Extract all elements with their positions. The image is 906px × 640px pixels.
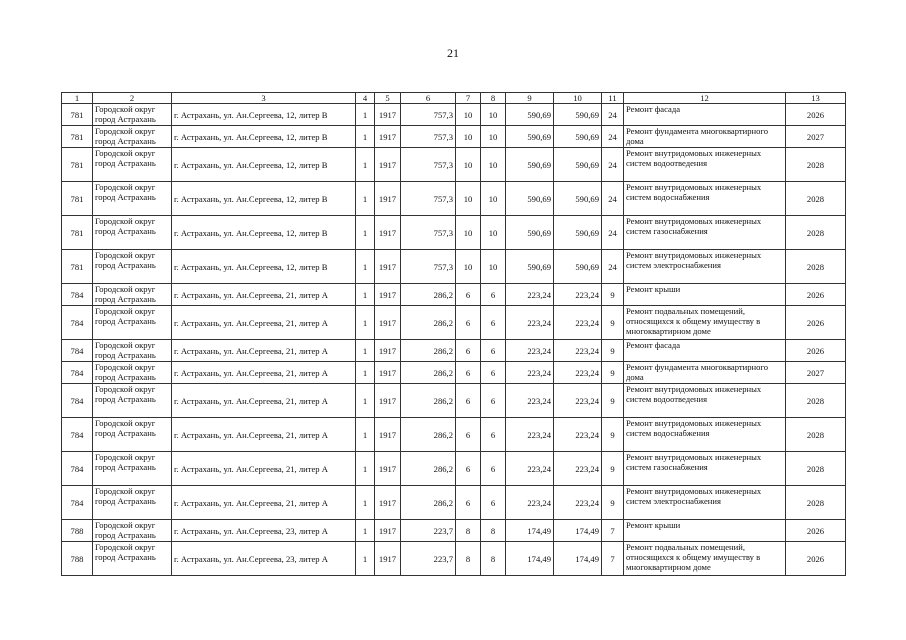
row-number-cell: 788 <box>62 542 93 576</box>
municipality-cell: Городской округ город Астрахань <box>93 384 172 418</box>
column-7-cell: 6 <box>456 284 481 306</box>
address-cell: г. Астрахань, ул. Ан.Сергеева, 12, литер В <box>172 250 356 284</box>
column-8-cell: 10 <box>481 148 506 182</box>
work-type-cell: Ремонт фундамента многоквартирного дома <box>624 362 786 384</box>
table-row <box>62 284 846 306</box>
year-cell: 1917 <box>375 306 401 340</box>
work-type-cell: Ремонт внутридомовых инженерных систем водоснабжения <box>624 182 786 216</box>
row-number-cell: 781 <box>62 104 93 126</box>
column-7-cell: 10 <box>456 148 481 182</box>
column-4-cell: 1 <box>356 182 375 216</box>
row-number-cell: 784 <box>62 486 93 520</box>
column-11-cell: 9 <box>602 418 624 452</box>
column-8-cell: 8 <box>481 520 506 542</box>
table-row <box>62 250 846 284</box>
year-cell: 1917 <box>375 542 401 576</box>
column-10-cell: 223,24 <box>554 284 602 306</box>
municipality-cell: Городской округ город Астрахань <box>93 250 172 284</box>
column-9-cell: 223,24 <box>506 418 554 452</box>
plan-year-cell: 2028 <box>786 418 846 452</box>
municipality-cell: Городской округ город Астрахань <box>93 362 172 384</box>
column-10-cell: 590,69 <box>554 182 602 216</box>
address-cell: г. Астрахань, ул. Ан.Сергеева, 21, литер А <box>172 284 356 306</box>
column-8-cell: 10 <box>481 126 506 148</box>
column-10-cell: 223,24 <box>554 340 602 362</box>
column-10-cell: 223,24 <box>554 486 602 520</box>
column-9-cell: 223,24 <box>506 384 554 418</box>
area-cell: 286,2 <box>401 362 456 384</box>
area-cell: 286,2 <box>401 284 456 306</box>
area-cell: 223,7 <box>401 542 456 576</box>
municipality-cell: Городской округ город Астрахань <box>93 452 172 486</box>
column-7-cell: 10 <box>456 126 481 148</box>
row-number-cell: 781 <box>62 182 93 216</box>
column-7-cell: 6 <box>456 340 481 362</box>
work-type-cell: Ремонт внутридомовых инженерных систем водоснабжения <box>624 418 786 452</box>
row-number-cell: 781 <box>62 148 93 182</box>
column-header: 11 <box>602 93 624 104</box>
column-8-cell: 6 <box>481 452 506 486</box>
year-cell: 1917 <box>375 340 401 362</box>
column-10-cell: 590,69 <box>554 250 602 284</box>
area-cell: 757,3 <box>401 148 456 182</box>
year-cell: 1917 <box>375 486 401 520</box>
column-4-cell: 1 <box>356 284 375 306</box>
column-9-cell: 590,69 <box>506 250 554 284</box>
column-header: 13 <box>786 93 846 104</box>
address-cell: г. Астрахань, ул. Ан.Сергеева, 12, литер В <box>172 104 356 126</box>
address-cell: г. Астрахань, ул. Ан.Сергеева, 21, литер А <box>172 452 356 486</box>
area-cell: 286,2 <box>401 340 456 362</box>
area-cell: 286,2 <box>401 452 456 486</box>
address-cell: г. Астрахань, ул. Ан.Сергеева, 21, литер А <box>172 486 356 520</box>
plan-year-cell: 2026 <box>786 284 846 306</box>
area-cell: 757,3 <box>401 250 456 284</box>
column-10-cell: 590,69 <box>554 148 602 182</box>
column-4-cell: 1 <box>356 418 375 452</box>
column-8-cell: 6 <box>481 486 506 520</box>
column-8-cell: 8 <box>481 542 506 576</box>
table-row <box>62 486 846 520</box>
column-11-cell: 7 <box>602 520 624 542</box>
column-8-cell: 6 <box>481 384 506 418</box>
column-4-cell: 1 <box>356 486 375 520</box>
work-type-cell: Ремонт крыши <box>624 520 786 542</box>
column-9-cell: 223,24 <box>506 486 554 520</box>
column-11-cell: 24 <box>602 182 624 216</box>
column-7-cell: 6 <box>456 452 481 486</box>
plan-year-cell: 2028 <box>786 148 846 182</box>
work-type-cell: Ремонт фасада <box>624 340 786 362</box>
column-4-cell: 1 <box>356 452 375 486</box>
column-4-cell: 1 <box>356 216 375 250</box>
column-4-cell: 1 <box>356 148 375 182</box>
table-row <box>62 182 846 216</box>
address-cell: г. Астрахань, ул. Ан.Сергеева, 12, литер В <box>172 126 356 148</box>
area-cell: 757,3 <box>401 104 456 126</box>
column-4-cell: 1 <box>356 306 375 340</box>
column-7-cell: 6 <box>456 418 481 452</box>
plan-year-cell: 2028 <box>786 250 846 284</box>
row-number-cell: 784 <box>62 452 93 486</box>
table-body <box>62 104 846 576</box>
column-8-cell: 6 <box>481 284 506 306</box>
column-header: 4 <box>356 93 375 104</box>
area-cell: 286,2 <box>401 306 456 340</box>
column-7-cell: 8 <box>456 520 481 542</box>
row-number-cell: 784 <box>62 306 93 340</box>
column-9-cell: 174,49 <box>506 520 554 542</box>
municipality-cell: Городской округ город Астрахань <box>93 306 172 340</box>
municipality-cell: Городской округ город Астрахань <box>93 284 172 306</box>
column-9-cell: 223,24 <box>506 284 554 306</box>
column-header: 8 <box>481 93 506 104</box>
column-7-cell: 6 <box>456 306 481 340</box>
column-4-cell: 1 <box>356 104 375 126</box>
column-4-cell: 1 <box>356 520 375 542</box>
plan-year-cell: 2028 <box>786 182 846 216</box>
municipality-cell: Городской округ город Астрахань <box>93 418 172 452</box>
municipality-cell: Городской округ город Астрахань <box>93 340 172 362</box>
column-9-cell: 223,24 <box>506 340 554 362</box>
column-9-cell: 223,24 <box>506 362 554 384</box>
table-row <box>62 126 846 148</box>
municipality-cell: Городской округ город Астрахань <box>93 486 172 520</box>
page-number: 21 <box>447 46 459 60</box>
work-type-cell: Ремонт внутридомовых инженерных систем газоснабжения <box>624 452 786 486</box>
year-cell: 1917 <box>375 452 401 486</box>
column-header: 12 <box>624 93 786 104</box>
column-header: 6 <box>401 93 456 104</box>
column-11-cell: 24 <box>602 104 624 126</box>
year-cell: 1917 <box>375 250 401 284</box>
area-cell: 286,2 <box>401 486 456 520</box>
column-7-cell: 10 <box>456 250 481 284</box>
column-10-cell: 590,69 <box>554 216 602 250</box>
address-cell: г. Астрахань, ул. Ан.Сергеева, 23, литер А <box>172 542 356 576</box>
column-7-cell: 8 <box>456 542 481 576</box>
municipality-cell: Городской округ город Астрахань <box>93 104 172 126</box>
column-9-cell: 590,69 <box>506 182 554 216</box>
plan-year-cell: 2026 <box>786 520 846 542</box>
address-cell: г. Астрахань, ул. Ан.Сергеева, 21, литер А <box>172 384 356 418</box>
address-cell: г. Астрахань, ул. Ан.Сергеева, 21, литер А <box>172 306 356 340</box>
column-10-cell: 223,24 <box>554 362 602 384</box>
column-header: 3 <box>172 93 356 104</box>
column-7-cell: 6 <box>456 362 481 384</box>
year-cell: 1917 <box>375 216 401 250</box>
table-row <box>62 340 846 362</box>
column-8-cell: 10 <box>481 216 506 250</box>
column-11-cell: 9 <box>602 486 624 520</box>
row-number-cell: 784 <box>62 362 93 384</box>
column-header: 2 <box>93 93 172 104</box>
column-8-cell: 6 <box>481 418 506 452</box>
table-row <box>62 452 846 486</box>
column-header: 1 <box>62 93 93 104</box>
work-type-cell: Ремонт внутридомовых инженерных систем водоотведения <box>624 148 786 182</box>
table-row <box>62 520 846 542</box>
column-10-cell: 223,24 <box>554 418 602 452</box>
row-number-cell: 784 <box>62 384 93 418</box>
column-10-cell: 590,69 <box>554 104 602 126</box>
year-cell: 1917 <box>375 418 401 452</box>
column-11-cell: 9 <box>602 340 624 362</box>
column-4-cell: 1 <box>356 362 375 384</box>
row-number-cell: 781 <box>62 250 93 284</box>
column-9-cell: 590,69 <box>506 148 554 182</box>
column-10-cell: 174,49 <box>554 542 602 576</box>
column-7-cell: 6 <box>456 486 481 520</box>
area-cell: 286,2 <box>401 418 456 452</box>
column-11-cell: 9 <box>602 284 624 306</box>
column-9-cell: 223,24 <box>506 452 554 486</box>
row-number-cell: 781 <box>62 126 93 148</box>
work-type-cell: Ремонт крыши <box>624 284 786 306</box>
plan-year-cell: 2026 <box>786 306 846 340</box>
area-cell: 286,2 <box>401 384 456 418</box>
address-cell: г. Астрахань, ул. Ан.Сергеева, 12, литер В <box>172 148 356 182</box>
column-8-cell: 10 <box>481 250 506 284</box>
column-8-cell: 6 <box>481 340 506 362</box>
table-row <box>62 418 846 452</box>
area-cell: 223,7 <box>401 520 456 542</box>
column-11-cell: 24 <box>602 250 624 284</box>
table-row <box>62 216 846 250</box>
table-row <box>62 362 846 384</box>
municipality-cell: Городской округ город Астрахань <box>93 182 172 216</box>
table-row <box>62 148 846 182</box>
column-7-cell: 10 <box>456 182 481 216</box>
plan-year-cell: 2027 <box>786 126 846 148</box>
year-cell: 1917 <box>375 520 401 542</box>
row-number-cell: 784 <box>62 284 93 306</box>
column-11-cell: 24 <box>602 126 624 148</box>
column-7-cell: 10 <box>456 216 481 250</box>
column-number-row <box>62 93 846 104</box>
row-number-cell: 781 <box>62 216 93 250</box>
column-10-cell: 590,69 <box>554 126 602 148</box>
address-cell: г. Астрахань, ул. Ан.Сергеева, 21, литер А <box>172 418 356 452</box>
work-type-cell: Ремонт фундамента многоквартирного дома <box>624 126 786 148</box>
column-4-cell: 1 <box>356 250 375 284</box>
address-cell: г. Астрахань, ул. Ан.Сергеева, 21, литер А <box>172 362 356 384</box>
year-cell: 1917 <box>375 362 401 384</box>
column-4-cell: 1 <box>356 542 375 576</box>
column-9-cell: 590,69 <box>506 104 554 126</box>
table-row <box>62 306 846 340</box>
plan-year-cell: 2028 <box>786 452 846 486</box>
column-10-cell: 174,49 <box>554 520 602 542</box>
row-number-cell: 784 <box>62 340 93 362</box>
table-row <box>62 384 846 418</box>
plan-year-cell: 2026 <box>786 340 846 362</box>
column-9-cell: 174,49 <box>506 542 554 576</box>
address-cell: г. Астрахань, ул. Ан.Сергеева, 23, литер А <box>172 520 356 542</box>
column-header: 7 <box>456 93 481 104</box>
year-cell: 1917 <box>375 104 401 126</box>
row-number-cell: 788 <box>62 520 93 542</box>
column-4-cell: 1 <box>356 340 375 362</box>
column-11-cell: 24 <box>602 216 624 250</box>
address-cell: г. Астрахань, ул. Ан.Сергеева, 21, литер А <box>172 340 356 362</box>
column-9-cell: 223,24 <box>506 306 554 340</box>
plan-year-cell: 2028 <box>786 216 846 250</box>
column-11-cell: 24 <box>602 148 624 182</box>
municipality-cell: Городской округ город Астрахань <box>93 542 172 576</box>
column-header: 5 <box>375 93 401 104</box>
plan-year-cell: 2026 <box>786 542 846 576</box>
work-type-cell: Ремонт внутридомовых инженерных систем газоснабжения <box>624 216 786 250</box>
plan-year-cell: 2026 <box>786 104 846 126</box>
work-type-cell: Ремонт внутридомовых инженерных систем электроснабжения <box>624 250 786 284</box>
column-11-cell: 9 <box>602 452 624 486</box>
column-4-cell: 1 <box>356 384 375 418</box>
year-cell: 1917 <box>375 384 401 418</box>
row-number-cell: 784 <box>62 418 93 452</box>
year-cell: 1917 <box>375 126 401 148</box>
column-10-cell: 223,24 <box>554 452 602 486</box>
column-9-cell: 590,69 <box>506 126 554 148</box>
plan-year-cell: 2027 <box>786 362 846 384</box>
address-cell: г. Астрахань, ул. Ан.Сергеева, 12, литер В <box>172 216 356 250</box>
column-8-cell: 6 <box>481 306 506 340</box>
year-cell: 1917 <box>375 182 401 216</box>
column-4-cell: 1 <box>356 126 375 148</box>
municipality-cell: Городской округ город Астрахань <box>93 126 172 148</box>
municipality-cell: Городской округ город Астрахань <box>93 520 172 542</box>
address-cell: г. Астрахань, ул. Ан.Сергеева, 12, литер В <box>172 182 356 216</box>
column-8-cell: 10 <box>481 182 506 216</box>
column-11-cell: 9 <box>602 384 624 418</box>
column-10-cell: 223,24 <box>554 384 602 418</box>
area-cell: 757,3 <box>401 216 456 250</box>
work-type-cell: Ремонт подвальных помещений, относящихся к общему имуществу в многоквартирном доме <box>624 542 786 576</box>
column-8-cell: 10 <box>481 104 506 126</box>
column-header: 10 <box>554 93 602 104</box>
column-7-cell: 10 <box>456 104 481 126</box>
column-8-cell: 6 <box>481 362 506 384</box>
column-header: 9 <box>506 93 554 104</box>
plan-year-cell: 2028 <box>786 384 846 418</box>
area-cell: 757,3 <box>401 182 456 216</box>
table-row <box>62 542 846 576</box>
column-11-cell: 9 <box>602 362 624 384</box>
column-7-cell: 6 <box>456 384 481 418</box>
column-11-cell: 7 <box>602 542 624 576</box>
column-9-cell: 590,69 <box>506 216 554 250</box>
work-type-cell: Ремонт внутридомовых инженерных систем водоотведения <box>624 384 786 418</box>
municipality-cell: Городской округ город Астрахань <box>93 216 172 250</box>
year-cell: 1917 <box>375 148 401 182</box>
work-type-cell: Ремонт фасада <box>624 104 786 126</box>
column-10-cell: 223,24 <box>554 306 602 340</box>
work-type-cell: Ремонт внутридомовых инженерных систем электроснабжения <box>624 486 786 520</box>
work-type-cell: Ремонт подвальных помещений, относящихся к общему имуществу в многоквартирном доме <box>624 306 786 340</box>
municipality-cell: Городской округ город Астрахань <box>93 148 172 182</box>
capital-repair-table <box>61 92 846 576</box>
table-row <box>62 104 846 126</box>
area-cell: 757,3 <box>401 126 456 148</box>
column-11-cell: 9 <box>602 306 624 340</box>
year-cell: 1917 <box>375 284 401 306</box>
plan-year-cell: 2028 <box>786 486 846 520</box>
